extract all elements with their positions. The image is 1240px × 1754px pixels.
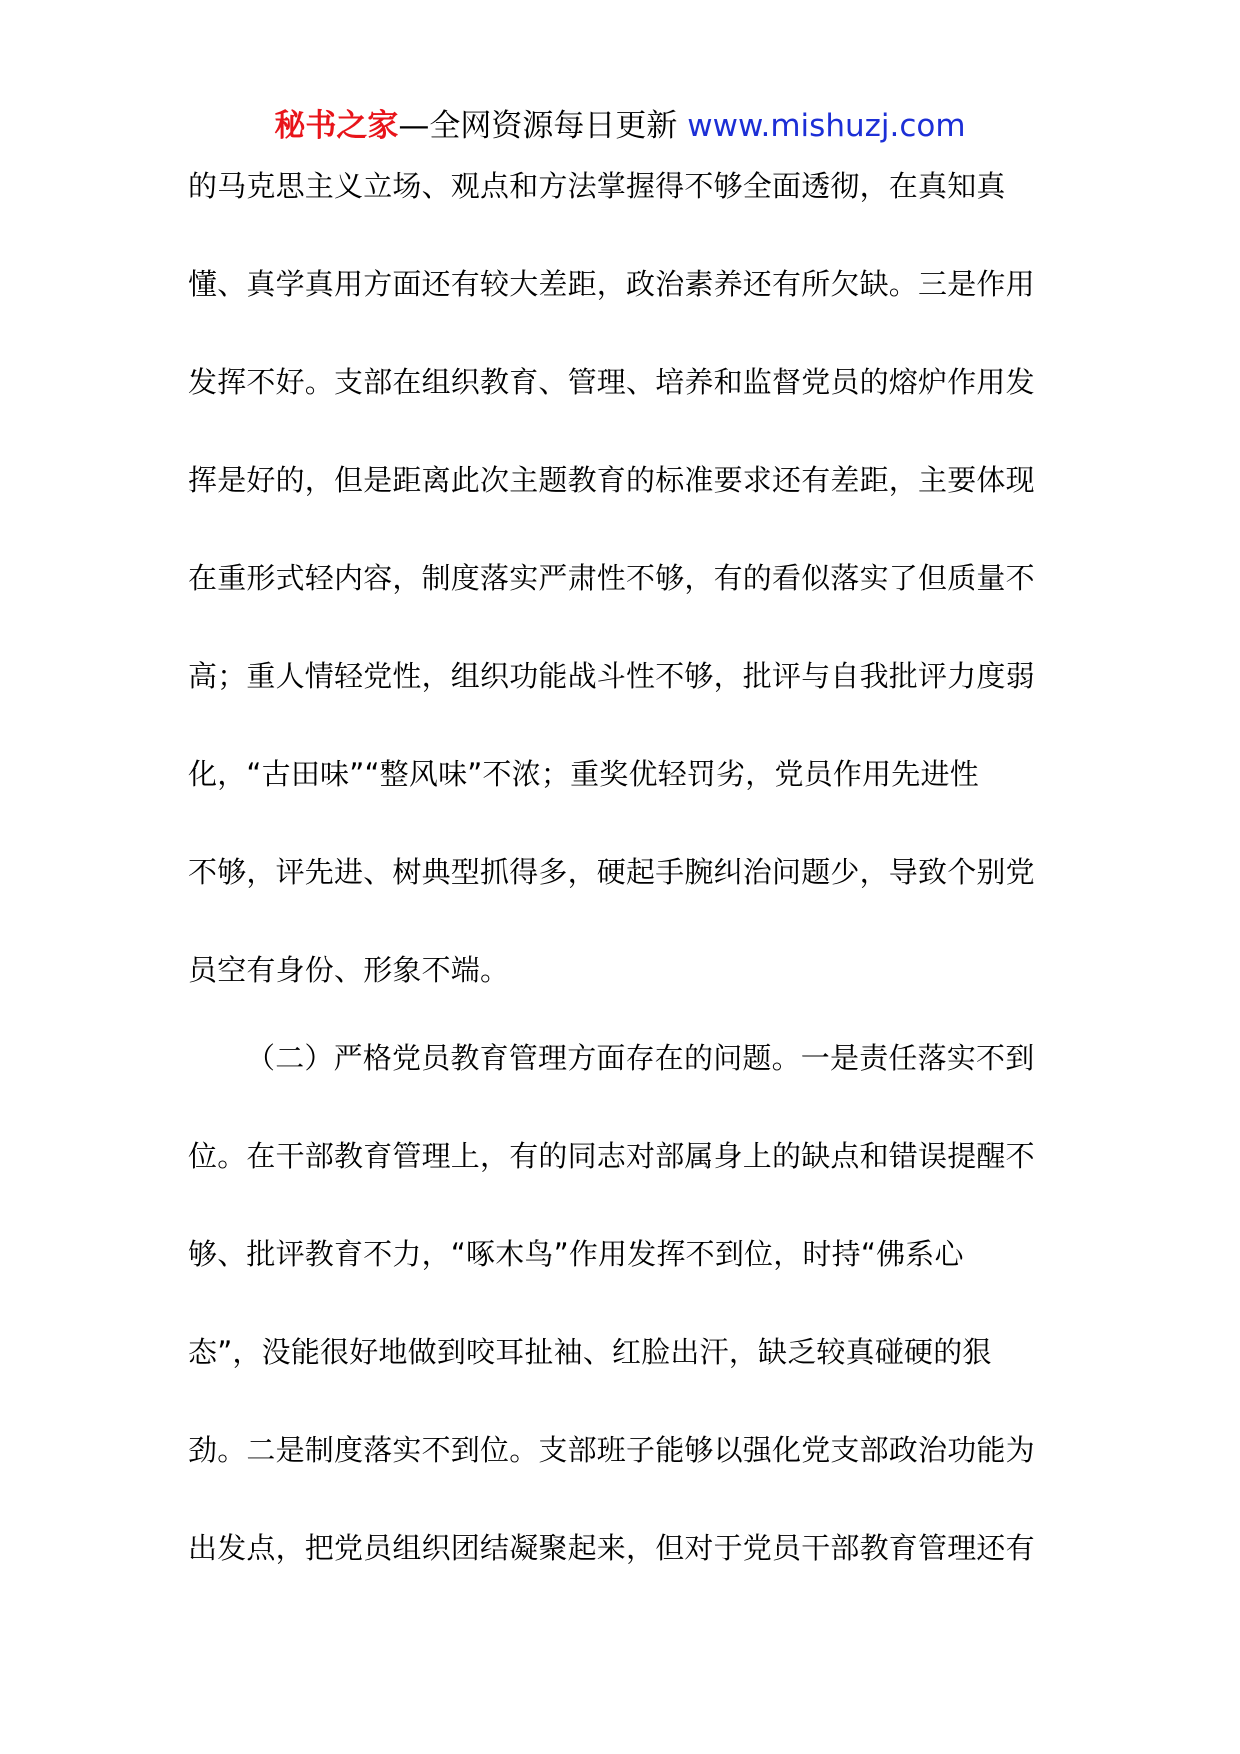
header-slogan: —全网资源每日更新: [398, 108, 688, 144]
body-line: 挥是好的，但是距离此次主题教育的标准要求还有差距，主要体现: [188, 463, 1035, 497]
body-line: 懂、真学真用方面还有较大差距，政治素养还有所欠缺。三是作用: [188, 267, 1035, 301]
body-line: 出发点，把党员组织团结凝聚起来，但对于党员干部教育管理还有: [188, 1531, 1035, 1565]
site-url-link[interactable]: www.mishuzj.com: [687, 108, 966, 144]
page-header: [0, 104, 1240, 148]
body-line: 化，“古田味”“整风味”不浓；重奖优轻罚劣，党员作用先进性: [188, 757, 979, 791]
body-line: 发挥不好。支部在组织教育、管理、培养和监督党员的熔炉作用发: [188, 365, 1035, 399]
body-line: 高；重人情轻党性，组织功能战斗性不够，批评与自我批评力度弱: [188, 659, 1035, 693]
body-line: 位。在干部教育管理上，有的同志对部属身上的缺点和错误提醒不: [188, 1139, 1035, 1173]
body-line: 在重形式轻内容，制度落实严肃性不够，有的看似落实了但质量不: [188, 561, 1035, 595]
body-line: 够、批评教育不力，“啄木鸟”作用发挥不到位，时持“佛系心: [188, 1237, 964, 1271]
paragraph-first-line: （二）严格党员教育管理方面存在的问题。一是责任落实不到: [246, 1041, 1035, 1075]
brand-name: 秘书之家: [274, 108, 399, 144]
body-line: 态”，没能很好地做到咬耳扯袖、红脸出汗，缺乏较真碰硬的狠: [188, 1335, 992, 1369]
body-line: 的马克思主义立场、观点和方法掌握得不够全面透彻，在真知真: [188, 169, 1006, 203]
body-line: 不够，评先进、树典型抓得多，硬起手腕纠治问题少，导致个别党: [188, 855, 1035, 889]
body-line: 员空有身份、形象不端。: [188, 953, 510, 987]
body-line: 劲。二是制度落实不到位。支部班子能够以强化党支部政治功能为: [188, 1433, 1035, 1467]
